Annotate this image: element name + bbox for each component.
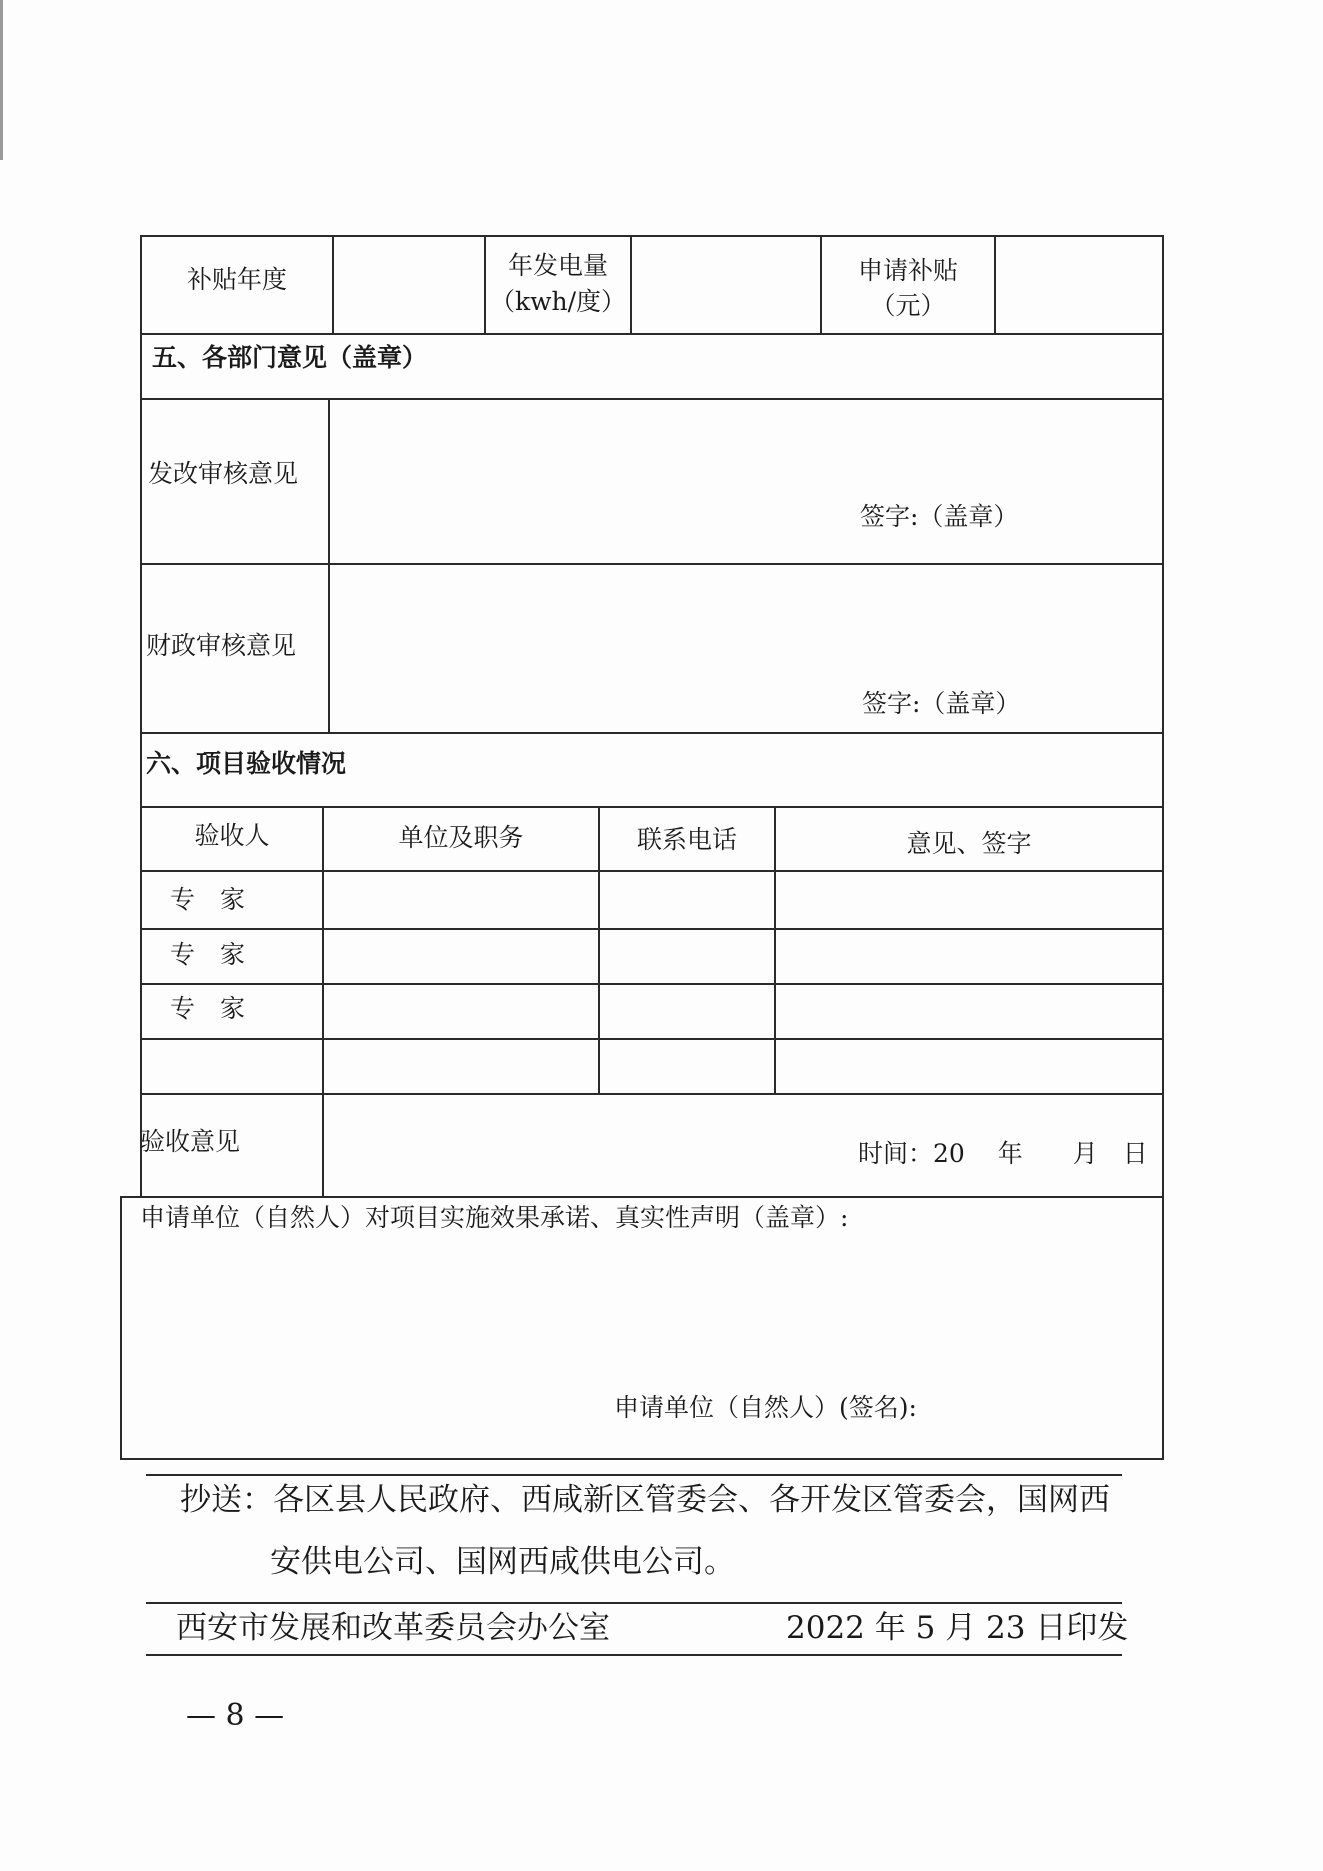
- issuer-name: 西安市发展和改革委员会办公室: [176, 1610, 610, 1646]
- scan-edge: [0, 0, 3, 160]
- ndrc-review-label: 发改审核意见: [148, 459, 299, 488]
- acceptance-opinion-label: 验收意见: [140, 1127, 241, 1156]
- section6-title: 六、项目验收情况: [146, 749, 347, 778]
- expert-row-label: 专 家: [170, 994, 246, 1023]
- ndrc-signature-label: 签字:（盖章）: [860, 502, 1019, 531]
- section5-title: 五、各部门意见（盖章）: [152, 343, 428, 372]
- commitment-statement-title: 申请单位（自然人）对项目实施效果承诺、真实性声明（盖章）:: [140, 1203, 849, 1232]
- page-number: — 8 —: [186, 1698, 285, 1733]
- acceptance-date: 时间：20 年 月 日: [858, 1139, 1148, 1168]
- header-opinion-signature: 意见、签字: [906, 829, 1032, 858]
- header-unit-position: 单位及职务: [398, 823, 524, 852]
- subsidy-year-label: 补贴年度: [186, 265, 287, 294]
- cc-line-2: 安供电公司、国网西咸供电公司。: [270, 1544, 735, 1580]
- header-inspector: 验收人: [194, 821, 270, 850]
- expert-row-label: 专 家: [170, 940, 246, 969]
- annual-power-unit: （kwh/度）: [489, 287, 627, 316]
- header-phone: 联系电话: [636, 825, 737, 854]
- expert-row-label: 专 家: [170, 885, 246, 914]
- subsidy-amount-unit: （元）: [870, 291, 946, 320]
- cc-line-1: 抄送：各区县人民政府、西咸新区管委会、各开发区管委会，国网西: [180, 1482, 1110, 1518]
- finance-signature-label: 签字:（盖章）: [862, 689, 1021, 718]
- subsidy-amount-label: 申请补贴: [857, 256, 958, 285]
- finance-review-label: 财政审核意见: [146, 631, 297, 660]
- annual-power-label: 年发电量: [507, 251, 608, 280]
- applicant-signature-label: 申请单位（自然人）(签名):: [614, 1393, 917, 1422]
- issue-date: 2022 年 5 月 23 日印发: [786, 1610, 1129, 1646]
